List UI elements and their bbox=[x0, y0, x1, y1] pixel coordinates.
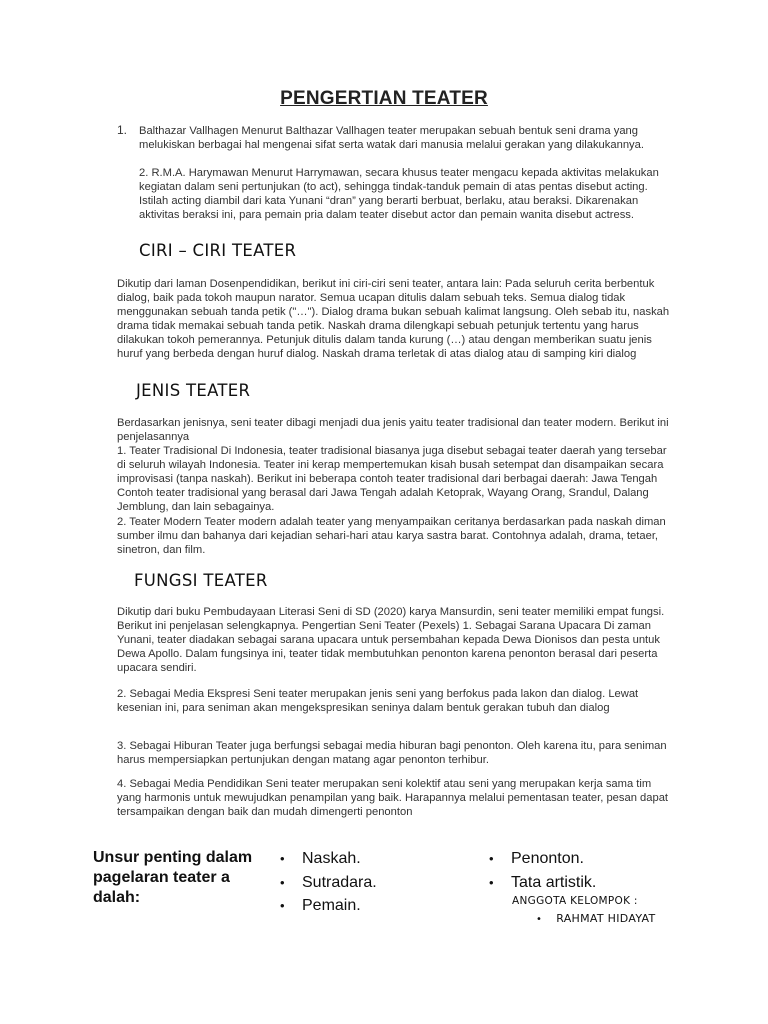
jenis-modern: 2. Teater Modern Teater modern adalah teater yang menyampaikan ceritanya berdasarkan pada naskah diman sumber ilmu dan bahanya dari kejadian sehari-hari atau karya sastra barat. Contohnya adalah, drama, tetaer, sinetron, dan film. bbox=[117, 516, 666, 556]
list-number-1: 1. bbox=[117, 123, 128, 137]
bullet-icon: • bbox=[280, 851, 285, 866]
heading-jenis: JENIS TEATER bbox=[136, 381, 251, 400]
jenis-tradisional: 1. Teater Tradisional Di Indonesia, teater tradisional biasanya juga disebut sebagai teater daerah yang tersebar di seluruh wilayah Indonesia. Teater ini kerap mempertemukan kisah busah setempat dan disampaikan secara improvisasi (tanpa naskah). Berikut ini beberapa contoh teater tradisional dari berbagai daerah: Jawa Tengah Contoh teater tradisional yang berasal dari Jawa Tengah adalah Ketoprak, Wayang Orang, Srandul, Dalang Jemblung, dan lain sebagainya. bbox=[117, 445, 667, 513]
bullet-icon: • bbox=[489, 851, 494, 866]
list-item: • Tata artistik. bbox=[487, 871, 596, 895]
bullet-icon: • bbox=[280, 874, 285, 890]
definition-2: 2. R.M.A. Harymawan Menurut Harrymawan, secara khusus teater mengacu kepada aktivitas melakukan kegiatan dalam seni pertunjukan (to act), sehingga tindak-tanduk pemain di atas pentas disebut acting. Istilah acting diambil dari kata Yunani “dran” yang berarti berbuat, berlaku, atau beraksi. Dikarenakan aktivitas beraksi ini, para pemain pria dalam teater disebut actor dan pemain wanita disebut actress. bbox=[139, 167, 659, 221]
heading-fungsi: FUNGSI TEATER bbox=[134, 571, 268, 590]
fungsi-pendidikan: 4. Sebagai Media Pendidikan Seni teater merupakan seni kolektif atau seni yang merupakan kerja sama tim yang harmonis untuk mewujudkan penampilan yang baik. Harapannya melalui pementasan teater, pesan dapat tersampaikan dengan baik dan mudah dimengerti penonton bbox=[117, 778, 669, 818]
unsur-label: Unsur penting dalam pagelaran teater a dalah: bbox=[93, 849, 253, 906]
list-item: • Penonton. bbox=[487, 847, 596, 871]
fungsi-ekspresi: 2. Sebagai Media Ekspresi Seni teater merupakan jenis seni yang berfokus pada lakon dan dialog. Lewat kesenian ini, para seniman akan mengekspresikan seninya dalam bentuk gerakan tubuh dan dialog bbox=[117, 688, 639, 714]
jenis-intro: Berdasarkan jenisnya, seni teater dibagi menjadi dua jenis yaitu teater tradisional dan teater modern. Berikut ini penjelasannya bbox=[117, 417, 669, 443]
list-item: • Naskah. bbox=[278, 847, 377, 871]
list-item: • Pemain. bbox=[278, 894, 377, 918]
unsur-list-2 bbox=[487, 847, 596, 894]
ciri-body: Dikutip dari laman Dosenpendidikan, berikut ini ciri-ciri seni teater, antara lain: Pada seluruh cerita berbentuk dialog, baik pada tokoh maupun narator. Semua ucapan ditulis dalam sebuah teks. Semua dialog tidak menggunakan sebuah tanda petik ("…"). Dialog drama bukan sebuah kalimat langsung. Oleh sebab itu, naskah drama tidak memakai sebuah tanda petik. Naskah drama dilengkapi sebuah petunjuk tertentu yang harus dilakukan tokoh pemerannya. Petunjuk ditulis dalam tanda kurung (…) atau dengan memberikan suatu jenis huruf yang berbeda dengan huruf dialog. Naskah drama terletak di atas dialog atau di samping kiri dialog bbox=[117, 278, 670, 360]
bullet-icon: • bbox=[489, 874, 494, 890]
member-item: • RAHMAT HIDAYAT bbox=[536, 912, 656, 925]
bullet-icon: • bbox=[536, 914, 543, 925]
list-item: • Sutradara. bbox=[278, 871, 377, 895]
definition-1: Balthazar Vallhagen Menurut Balthazar Vallhagen teater merupakan sebuah bentuk seni drama yang melukiskan berbagai hal mengenai sifat serta watak dari manusia melalui gerakan yang dilakukannya. bbox=[139, 125, 644, 151]
heading-ciri: CIRI – CIRI TEATER bbox=[139, 241, 297, 260]
bullet-icon: • bbox=[280, 898, 285, 913]
fungsi-intro: Dikutip dari buku Pembudayaan Literasi Seni di SD (2020) karya Mansurdin, seni teater memiliki empat fungsi. Berikut ini penjelasan selengkapnya. Pengertian Seni Teater (Pexels) 1. Sebagai Sarana Upacara Di zaman Yunani, teater diadakan sebagai sarana upacara untuk persembahan kepada Dewa Dionisos dan pesta untuk Dewa Apollo. Dalam fungsinya ini, teater tidak membutuhkan penonton karena penonton berasal dari peserta upacara sendiri. bbox=[117, 606, 665, 674]
page-title: PENGERTIAN TEATER bbox=[280, 88, 488, 109]
fungsi-hiburan: 3. Sebagai Hiburan Teater juga berfungsi sebagai media hiburan bagi penonton. Oleh karena itu, para seniman harus mempersiapkan pertunjukan dengan matang agar penonton terhibur. bbox=[117, 740, 667, 766]
anggota-label: ANGGOTA KELOMPOK : bbox=[512, 895, 638, 907]
unsur-list-1 bbox=[278, 847, 377, 918]
